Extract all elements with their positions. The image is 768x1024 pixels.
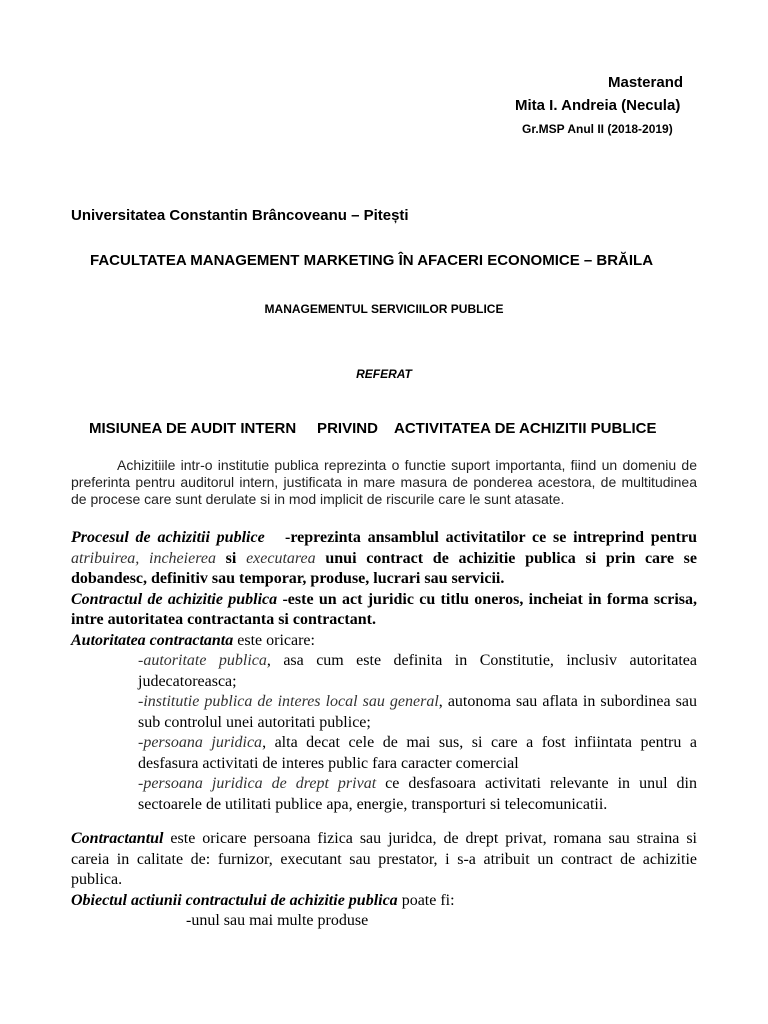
mission-title: MISIUNEA DE AUDIT INTERN PRIVIND ACTIVITATEA DE ACHIZITII PUBLICE	[89, 420, 657, 437]
definition-proces	[71, 528, 701, 590]
proces-text-3: unui contract de achizitie publica si prin care se dobandesc, definitiv sau temporar, produse, lucrari sau servicii.	[71, 549, 698, 587]
definition-obiect	[71, 891, 697, 912]
obiect-text: poate fi:	[397, 891, 455, 909]
item-text: , alta decat cele de mai sus, si care a fost infiintata pentru a desfasura activitati de interes public fara caracter comercial	[138, 734, 698, 772]
proces-text-1: -reprezinta ansamblul activitatilor ce se intreprind pentru	[264, 529, 701, 546]
list-item	[71, 774, 697, 815]
contract-text: -este un act juridic cu titlu oneros, incheiat in forma scrisa, intre autoritatea contractanta si contractant.	[71, 590, 698, 628]
faculty-name: FACULTATEA MANAGEMENT MARKETING ÎN AFACERI ECONOMICE – BRĂILA	[90, 252, 654, 269]
intro-text: Achizitiile intr-o institutie publica reprezinta o functie suport importanta, fiind un domeniu de preferinta pentru auditorul intern, justificata in mare masura de ponderea acestora, de multitudinea de procese care sunt derulate si in mod implicit de riscurile care le sunt atasate.	[71, 457, 697, 507]
obiect-list-item: -unul sau mai multe produse	[186, 912, 369, 929]
definition-contract	[71, 590, 697, 631]
author-name: Mita I. Andreia (Necula)	[515, 97, 681, 114]
intro-paragraph	[71, 457, 697, 508]
course-title: MANAGEMENTUL SERVICIILOR PUBLICE	[264, 302, 504, 316]
term-autoritate: Autoritatea contractanta	[71, 631, 234, 649]
list-item	[71, 733, 697, 774]
item-text: , autonoma sau aflata in subordinea sau sub controlul unei autoritati publice;	[138, 693, 698, 731]
item-term: -institutie publica de interes local sau general	[138, 693, 439, 710]
item-term: -persoana juridica de drept privat	[138, 775, 377, 792]
spacer	[71, 815, 697, 829]
list-item	[71, 692, 697, 733]
proces-italic-1: atribuirea, incheierea	[71, 549, 216, 567]
term-proces: Procesul de achizitii publice	[71, 529, 265, 546]
author-role: Masterand	[608, 74, 684, 91]
item-text: ce desfasoara activitati relevante in unul din sectoarele de utilitati publice apa, energie, transporturi si telecomunicatii.	[138, 775, 698, 813]
document-type: REFERAT	[356, 367, 412, 381]
contractant-text: este oricare persoana fizica sau juridca, de drept privat, romana sau straina si careia in calitate de: furnizor, executant sau prestator, i s-a atribuit un contract de achizitie publica.	[71, 830, 697, 888]
autoritate-text: este oricare:	[233, 631, 315, 649]
term-obiect: Obiectul actiunii contractului de achizitie publica	[71, 891, 398, 909]
term-contract: Contractul de achizitie publica	[71, 590, 278, 608]
proces-text-2: si	[215, 549, 247, 567]
author-group: Gr.MSP Anul II (2018-2019)	[522, 122, 673, 136]
proces-italic-2: executarea	[246, 549, 316, 567]
item-term: -autoritate publica	[138, 652, 267, 669]
definitions-section	[71, 528, 701, 932]
item-text: , asa cum este definita in Constitutie, inclusiv autoritatea judecatoreasca;	[138, 652, 697, 690]
list-item	[71, 651, 697, 692]
term-contractant: Contractantul	[71, 830, 164, 847]
definition-autoritate	[71, 631, 697, 652]
university-name: Universitatea Constantin Brâncoveanu – Pitești	[71, 207, 409, 224]
item-term: -persoana juridica	[138, 734, 263, 751]
definition-contractant	[71, 829, 697, 891]
